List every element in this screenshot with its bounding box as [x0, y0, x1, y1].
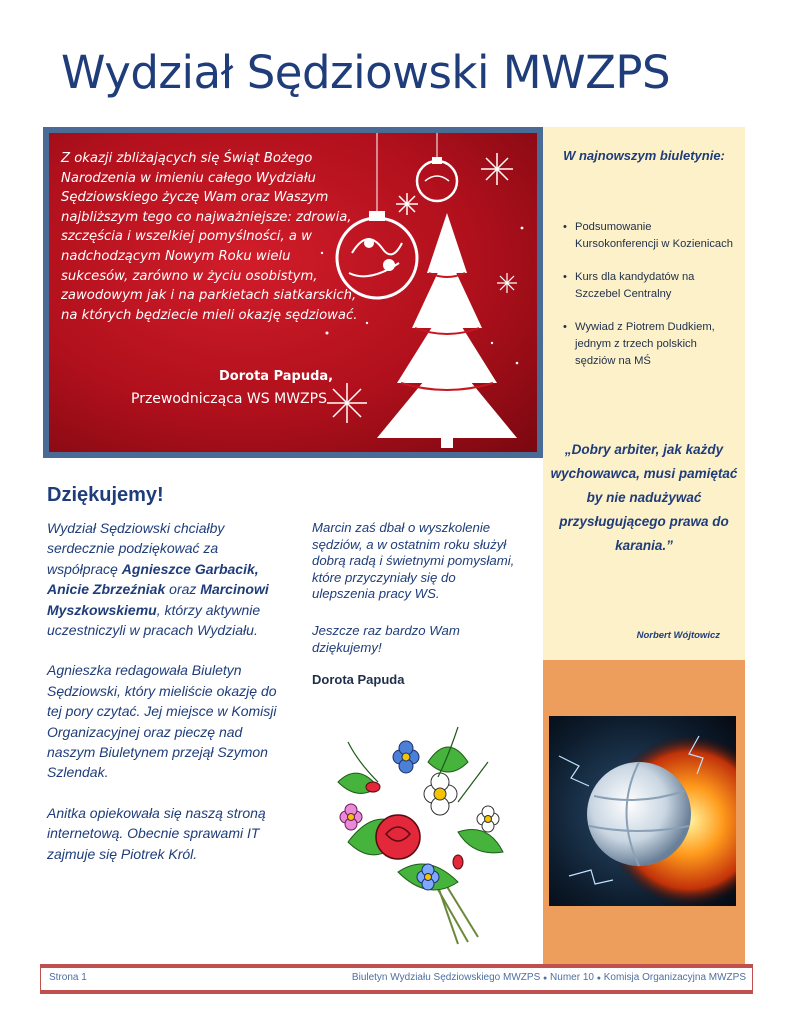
- sidebar-heading: W najnowszym biuletynie:: [563, 148, 725, 163]
- highlighted-names: Marcinowi Myszkowskiemu: [47, 581, 269, 618]
- flower-icon: [393, 741, 419, 773]
- thanks-paragraph: Marcin zaś dbał o wyszkolenie sędziów, a w ostatnim roku służył dobrą radą i świetnymi pomysłami, które przyczyniały się do ulepszenia pracy WS.: [312, 520, 515, 602]
- page-title: Wydział Sędziowski MWZPS: [61, 46, 671, 99]
- thanks-heading: Dziękujemy!: [47, 484, 164, 506]
- thanks-paragraph: Jeszcze raz bardzo Wam dziękujemy!: [312, 622, 460, 655]
- list-item: • Podsumowanie Kursokonferencji w Kozienicach: [563, 219, 735, 253]
- greeting-text: Z okazji zbliżających się Świąt Bożego Narodzenia w imieniu całego Wydziału Sędziowskiego życzę Wam oraz Waszym najbliższym tego co najważniejsze: zdrowia, szczęścia i wszelkiej pomyślności, a w nadchodzącym Nowym Roku wielu sukcesów, zarówno w życiu osobistym, zawodowym jak i na parkietach siatkarskich, na których będziecie mieli okazję sędziować.: [61, 151, 358, 323]
- sidebar-quote: „Dobry arbiter, jak każdy wychowawca, musi pamiętać by nie nadużywać przysługującego prawa do karania.”: [550, 442, 738, 553]
- quote-author: Norbert Wójtowicz: [636, 630, 720, 641]
- photo-box: [543, 660, 745, 965]
- snowflake-icon: [481, 153, 513, 185]
- bauble-small: [417, 157, 457, 201]
- thanks-paragraph: [47, 518, 287, 640]
- footer-page-number: Strona 1: [49, 972, 87, 983]
- flower-icon: [477, 806, 499, 832]
- footer-publication-info: [352, 972, 746, 983]
- snowflake-icon: [396, 193, 418, 215]
- highlighted-names: Agnieszce Garbacik, Anicie Zbrzeźniak: [47, 560, 259, 598]
- greeting-signature-name: Dorota Papuda,: [219, 369, 334, 384]
- volleyball-fire-ice-photo: [549, 716, 736, 906]
- text-span: Wydział Sędziowski chciałby serdecznie podziękować za współpracę: [47, 520, 225, 577]
- footer-separator: ●: [596, 975, 601, 982]
- text-span: oraz: [165, 581, 201, 598]
- flower-bouquet-illustration: [308, 722, 508, 947]
- sidebar: [543, 127, 745, 660]
- page-footer: [40, 964, 753, 994]
- snowflake-icon: [327, 383, 367, 423]
- list-item: • Kurs dla kandydatów na Szczebel Centralny: [563, 269, 735, 303]
- text-span: , którzy aktywnie uczestniczyli w pracach Wydziału.: [47, 601, 261, 639]
- rose-icon: [376, 815, 420, 859]
- footer-issue: Numer 10: [550, 972, 594, 983]
- bauble-large: [337, 211, 417, 298]
- flower-icon: [424, 773, 457, 815]
- footer-separator: ●: [543, 975, 548, 982]
- thanks-paragraph: Anitka opiekowała się naszą stroną internetową. Obecnie sprawami IT zajmuje się Piotrek Król.: [47, 804, 266, 862]
- thanks-column-right: [312, 520, 522, 709]
- flower-icon: [340, 804, 362, 830]
- snowflake-icon: [497, 273, 517, 293]
- footer-organization: Komisja Organizacyjna MWZPS: [603, 972, 746, 983]
- thanks-paragraph: Agnieszka redagowała Biuletyn Sędziowski, który mieliście okazję do tej pory czytać. Jej miejsce w Komisji Organizacyjnej oraz pieczę nad naszym Biuletynem przejął Szymon Szlendak.: [47, 662, 277, 781]
- footer-publication: Biuletyn Wydziału Sędziowskiego MWZPS: [351, 972, 541, 983]
- thanks-signature: Dorota Papuda: [312, 672, 405, 688]
- greeting-card: [49, 133, 537, 452]
- sidebar-contents-list: [563, 219, 735, 386]
- greeting-card-frame: [43, 127, 543, 458]
- greeting-signature-role: Przewodnicząca WS MWZPS: [131, 391, 327, 407]
- list-item: • Wywiad z Piotrem Dudkiem, jednym z trzech polskich sędziów na MŚ: [563, 319, 735, 370]
- thanks-column-left: [47, 518, 287, 884]
- volleyball-icon: [549, 716, 736, 906]
- christmas-ornaments-illustration: [307, 133, 537, 452]
